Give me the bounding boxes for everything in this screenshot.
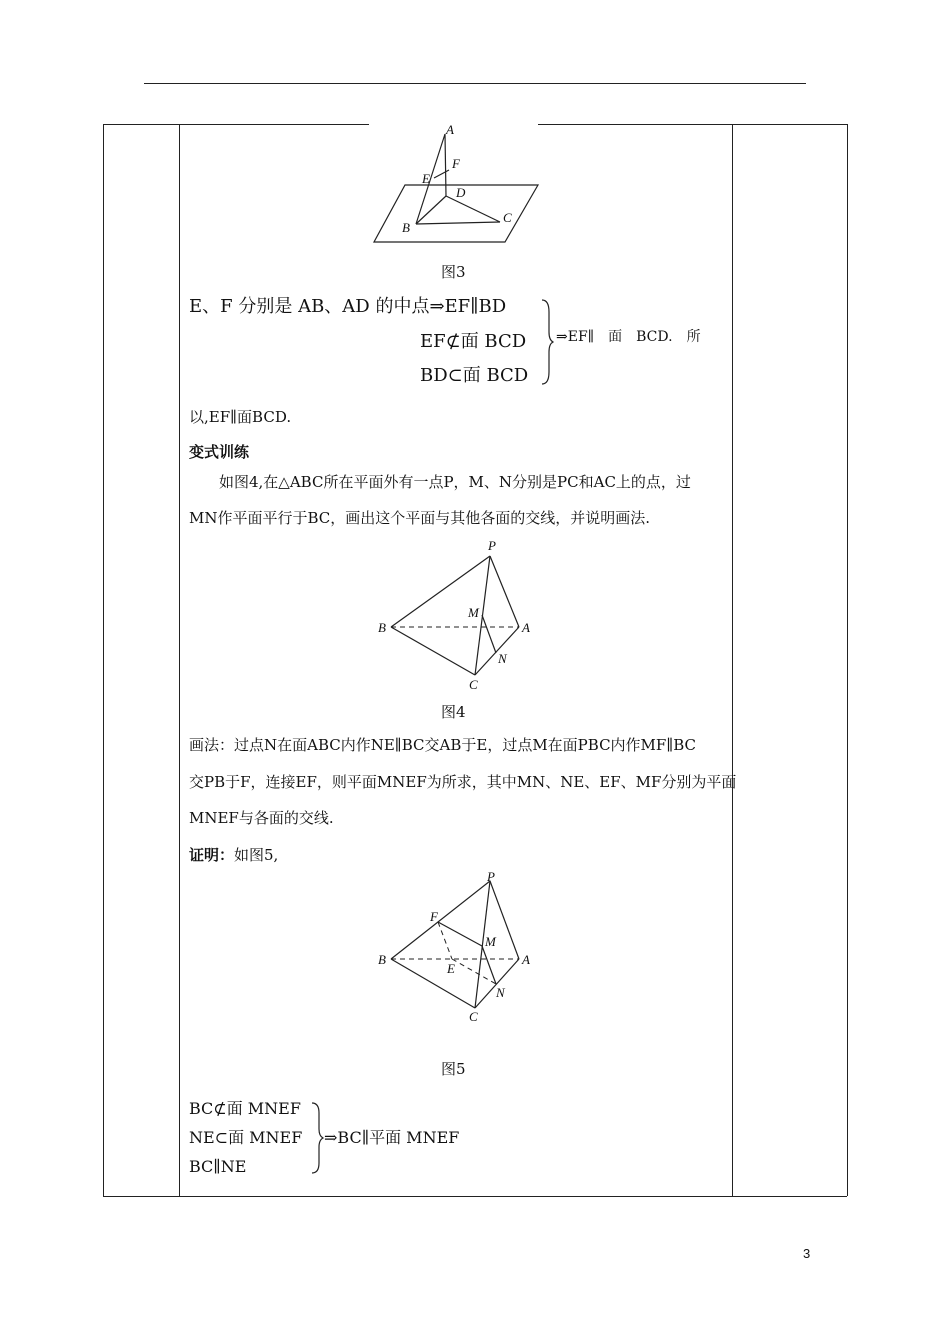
figure-3 — [360, 118, 560, 253]
proof1-line3: BD⊂面 BCD — [420, 365, 529, 386]
fig5-label-E: E — [447, 961, 455, 976]
method-line2: 交PB于F，连接EF，则平面MNEF为所求，其中MN、NE、EF、MF分别为平面 — [189, 773, 737, 791]
fig4-label-M: M — [468, 605, 479, 620]
variant-para-line2: MN作平面平行于BC，画出这个平面与其他各面的交线，并说明画法. — [189, 509, 651, 527]
fig5-label-M: M — [485, 934, 496, 949]
fig5-label-A: A — [522, 952, 530, 967]
fig3-label-F: F — [452, 156, 460, 171]
fig3-label-E: E — [422, 171, 430, 186]
proof1-line2: EF⊄面 BCD — [420, 331, 527, 352]
fig5-label-N: N — [496, 985, 505, 1000]
proof3-conclusion: ⇒BC∥平面 MNEF — [324, 1128, 460, 1147]
figure-3-caption: 图3 — [441, 263, 466, 281]
proof2-heading: 证明： — [189, 846, 235, 864]
variant-para-line1: 如图4,在△ABC所在平面外有一点P，M、N分别是PC和AC上的点，过 — [219, 473, 691, 491]
fig3-label-D: D — [456, 185, 466, 200]
figure-5 — [370, 866, 550, 1026]
fig5-label-C: C — [469, 1009, 478, 1024]
proof1-line1: E、F 分别是 AB、AD 的中点⇒EF∥BD — [189, 296, 507, 317]
fig3-label-A: A — [446, 122, 454, 137]
fig5-label-F: F — [430, 909, 438, 924]
table-left-border — [103, 124, 104, 1196]
proof2-intro-line — [189, 845, 278, 865]
figure-4-caption: 图4 — [441, 703, 466, 721]
fig3-label-C: C — [503, 210, 512, 225]
fig4-label-B: B — [378, 620, 386, 635]
fig4-label-A: A — [522, 620, 530, 635]
proof2-intro: 如图5, — [234, 846, 279, 864]
proof1-brace — [540, 298, 554, 386]
fig4-label-N: N — [498, 651, 507, 666]
proof3-brace — [310, 1101, 324, 1175]
method-line1: 画法：过点N在面ABC内作NE∥BC交AB于E，过点M在面PBC内作MF∥BC — [189, 736, 697, 754]
proof1-conclusion: ⇒EF∥ 面 BCD. 所 — [556, 329, 701, 345]
table-top-border-right — [538, 124, 847, 125]
fig4-label-P: P — [488, 538, 496, 553]
table-right-border — [847, 124, 848, 1196]
fig5-label-B: B — [378, 952, 386, 967]
figure-4 — [370, 535, 550, 693]
table-bottom-border — [103, 1196, 847, 1197]
fig3-label-B: B — [402, 220, 410, 235]
proof3-line2: NE⊂面 MNEF — [189, 1128, 303, 1147]
proof1-continuation: 以,EF∥面BCD. — [189, 408, 292, 426]
table-col-divider-1 — [179, 124, 180, 1196]
header-rule — [144, 83, 806, 84]
fig4-label-C: C — [469, 677, 478, 692]
proof3-line3: BC∥NE — [189, 1157, 247, 1176]
method-line3: MNEF与各面的交线. — [189, 809, 334, 827]
table-col-divider-2 — [732, 124, 733, 1196]
proof3-line1: BC⊄面 MNEF — [189, 1099, 301, 1118]
page-number: 3 — [803, 1246, 811, 1261]
variant-heading: 变式训练 — [189, 443, 250, 461]
table-top-border-left — [103, 124, 369, 125]
fig5-label-P: P — [487, 869, 495, 884]
figure-5-caption: 图5 — [441, 1060, 466, 1078]
